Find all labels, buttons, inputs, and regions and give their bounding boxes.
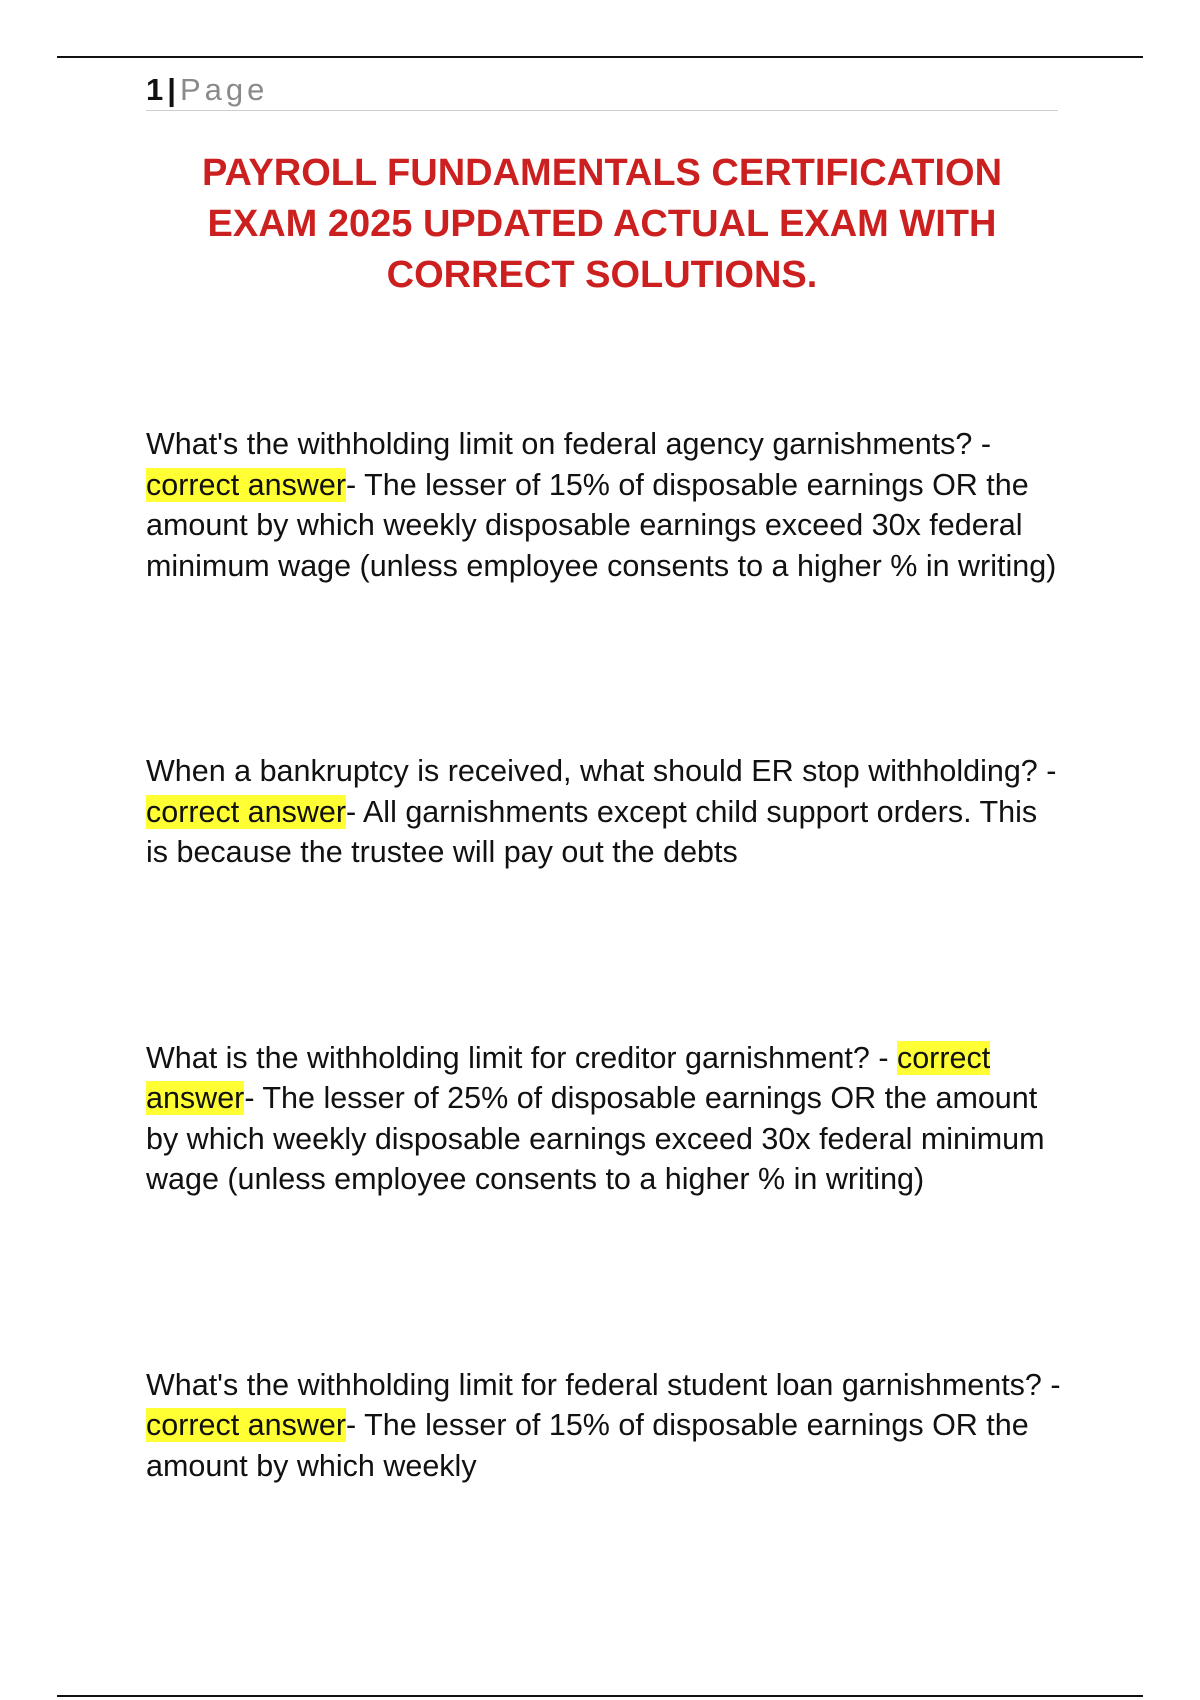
qa-item-4: [146, 1365, 1066, 1487]
correct-answer-marker: correct answer: [146, 1408, 347, 1442]
answer-text: - The lesser of 25% of disposable earnings OR the amount by which weekly disposable earnings exceed 30x federal minimum wage (unless employee consents to a higher % in writing): [146, 1081, 1045, 1196]
page-header: [146, 70, 1058, 111]
question-text: What is the withholding limit for creditor garnishment? -: [146, 1040, 889, 1075]
top-rule: [57, 56, 1143, 58]
qa-item-3: [146, 1038, 1066, 1200]
answer-text: - The lesser of 15% of disposable earnings OR the amount by which weekly disposable earnings exceed 30x federal minimum wage (unless employee consents to a higher % in writing): [146, 467, 1057, 583]
question-text: What's the withholding limit for federal student loan garnishments? -: [146, 1367, 1061, 1402]
answer-text: - The lesser of 15% of disposable earnings OR the amount by which weekly: [146, 1408, 1029, 1483]
document-title: PAYROLL FUNDAMENTALS CERTIFICATION EXAM 2025 UPDATED ACTUAL EXAM WITH CORRECT SOLUTIONS.: [201, 152, 1003, 296]
qa-item-1: [146, 424, 1066, 586]
bottom-rule: [57, 1695, 1143, 1697]
qa-list: [146, 424, 1066, 1651]
correct-answer-marker: correct answer: [146, 794, 347, 829]
page-separator: |: [167, 72, 176, 107]
answer-text: - All garnishments except child support orders. This is because the trustee will pay out the debts: [146, 794, 1038, 869]
page-number: 1: [146, 72, 164, 107]
qa-item-2: [146, 751, 1066, 873]
question-text: When a bankruptcy is received, what should ER stop withholding? -: [146, 754, 1057, 788]
page-label: Page: [179, 72, 269, 107]
question-text: What's the withholding limit on federal agency garnishments? -: [146, 427, 992, 461]
correct-answer-marker: correct answer: [146, 1040, 991, 1115]
correct-answer-marker: correct answer: [146, 467, 347, 502]
